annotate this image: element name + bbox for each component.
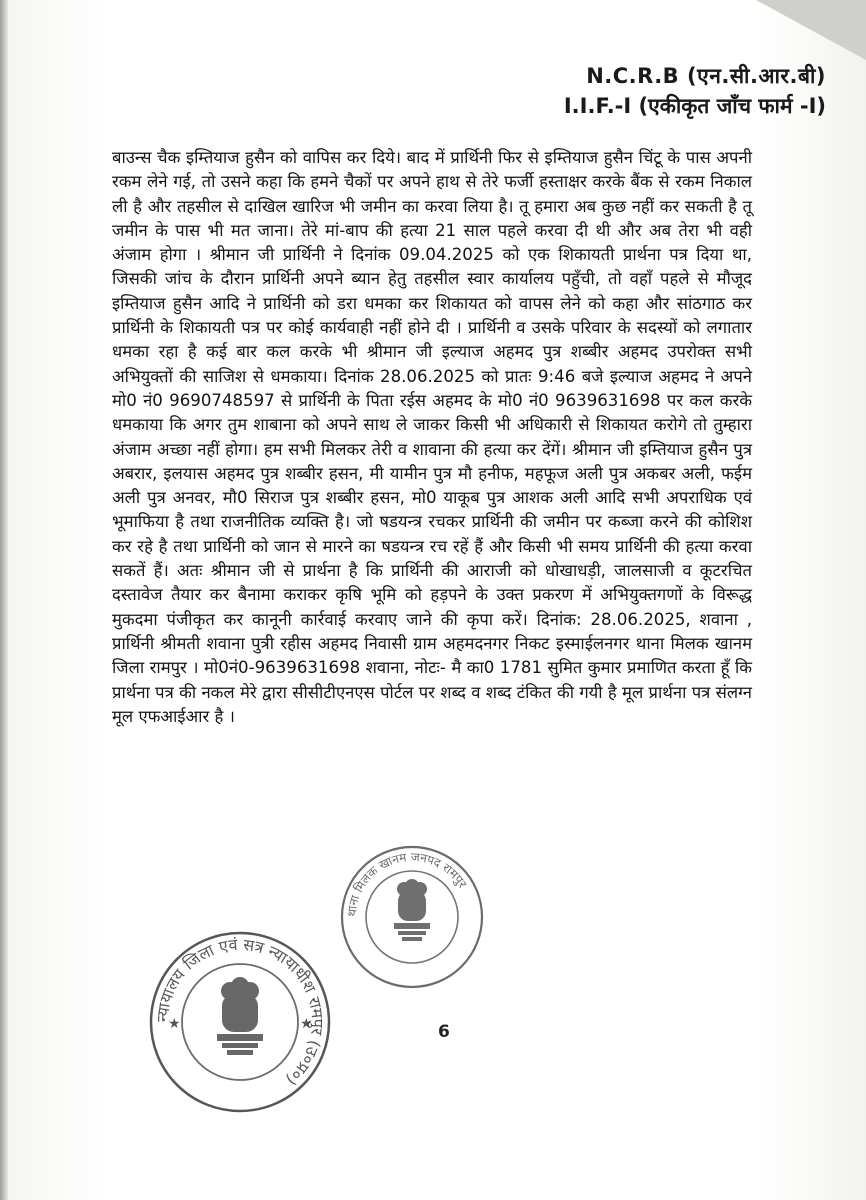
svg-text:★: ★	[300, 1016, 313, 1032]
svg-text:★: ★	[168, 1016, 181, 1032]
form-header	[564, 62, 826, 120]
small-seal-ring-text: थाना मिलक खानम जनपद रामपुर	[344, 849, 470, 918]
statement-body	[112, 146, 752, 729]
form-code: N.C.R.B (एन.सी.आर.बी)	[586, 64, 826, 88]
form-name: I.I.F.-I (एकीकृत जाँच फार्म -I)	[563, 94, 826, 118]
large-seal-ring-text: न्यायालय जिला एवं सत्र न्यायाधीश रामपुर (उ०प्र०)	[152, 934, 328, 1090]
emblem-icon	[217, 977, 263, 1055]
emblem-icon	[394, 879, 430, 941]
police-station-seal	[338, 843, 486, 991]
page-edge-shadow	[0, 0, 8, 1200]
page-corner-fold	[756, 0, 866, 60]
page-number: 6	[438, 1022, 450, 1042]
court-seal	[146, 928, 334, 1116]
statement-paragraph: बाउन्स चैक इम्तियाज हुसैन को वापिस कर दिये। बाद में प्रार्थिनी फिर से इम्तियाज हुसैन चिंटू के पास अपनी रकम लेने गई, तो उसने कहा कि हमने चैकों पर अपने हाथ से तेरे फर्जी हस्ताक्षर करके बैंक से रकम निकाल ली है और तहसील से दाखिल खारिज भी जमीन का करवा लिया है। तू हमारा अब कुछ नहीं कर सकती है तू जमीन के पास भी मत जाना। तेरे मां-बाप की हत्या 21 साल पहले करवा दी थी और अब तेरा भी वही अंजाम होगा । श्रीमान जी प्रार्थिनी ने दिनांक 09.04.2025 को एक शिकायती प्रार्थना पत्र दिया था, जिसकी जांच के दौरान प्रार्थिनी अपने ब्यान हेतु तहसील स्वार कार्यालय पहुँची, तो वहाँ पहले से मौजूद इम्तियाज हुसैन आदि ने प्रार्थिनी को डरा धमका कर शिकायत को वापस लेने को कहा और सांठगाठ कर प्रार्थिनी के शिकायती पत्र पर कोई कार्यवाही नहीं होने दी । प्रार्थिनी व उसके परिवार के सदस्यों को लगातार धमका रहा है कई बार कल करके भी श्रीमान जी इल्याज अहमद पुत्र शब्बीर अहमद उपरोक्त सभी अभियुक्तों की साजिश से धमकाया। दिनांक 28.06.2025 को प्रातः 9:46 बजे इल्याज अहमद ने अपने मो0 नं0 9690748597 से प्रार्थिनी के पिता रईस अहमद के मो0 नं0 9639631698 पर कल करके धमकाया कि अगर तुम शाबाना को अपने साथ ले जाकर किसी भी अधिकारी से शिकायत करोगे तो तुम्हारा अंजाम अच्छा नहीं होगा। हम सभी मिलकर तेरी व शावाना की हत्या कर देंगें। श्रीमान जी इम्तियाज हुसैन पुत्र अबरार, इलयास अहमद पुत्र शब्बीर हसन, मी यामीन पुत्र मौ हनीफ, महफूज अली पुत्र अकबर अली, फईम अली पुत्र अनवर, मौ0 सिराज पुत्र शब्बीर हसन, मो0 याकूब पुत्र आशक अली आदि सभी अपराधिक एवं भूमाफिया है तथा राजनीतिक व्यक्ति है। जो षडयन्त्र रचकर प्रार्थिनी की जमीन पर कब्जा करने की कोशिश कर रहे है तथा प्रार्थिनी को जान से मारने का षडयन्त्र रच रहें हैं और किसी भी समय प्रार्थिनी की हत्या करवा सकतें हैं। अतः श्रीमान जी से प्रार्थना है कि प्रार्थिनी की आराजी को धोखाधड़ी, जालसाजी व कूटरचित दस्तावेज तैयार कर बैनामा कराकर कृषि भूमि को हड़पने के उक्त प्रकरण में अभियुक्तगणों के विरूद्ध मुकदमा पंजीकृत कर कानूनी कार्रवाई करवाए जाने की कृपा करें। दिनांक: 28.06.2025, शवाना , प्रार्थिनी श्रीमती शवाना पुत्री रहीस अहमद निवासी ग्राम अहमदनगर निकट इस्माईलनगर थाना मिलक खानम जिला रामपुर । मो0नं0-9639631698 शवाना, नोटः- मै का0 1781 सुमित कुमार प्रमाणित करता हूँ कि प्रार्थना पत्र की नकल मेरे द्वारा सीसीटीएनएस पोर्टल पर शब्द व शब्द टंकित की गयी है मूल प्रार्थना पत्र संलग्न मूल एफआईआर है ।	[112, 148, 752, 726]
